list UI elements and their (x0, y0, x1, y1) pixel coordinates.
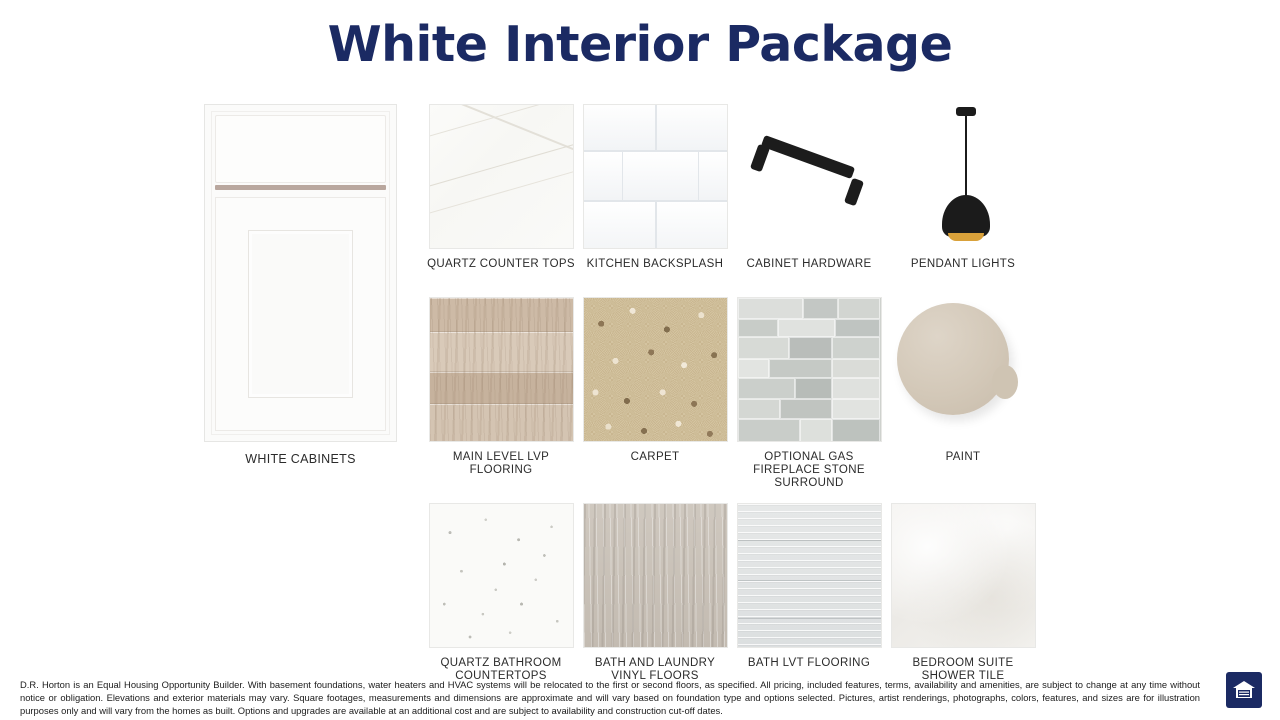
swatch-label: BATH AND LAUNDRY VINYL FLOORS (594, 657, 716, 682)
carpet-swatch (583, 297, 728, 442)
stone-row (738, 419, 881, 442)
tile-piece (698, 151, 728, 201)
pull-bar (760, 135, 854, 179)
tile-piece (656, 104, 728, 151)
speckled-quartz-swatch (429, 503, 574, 648)
cabinet-drawer-front (215, 115, 386, 183)
lvt-seam (738, 580, 881, 581)
page-title: White Interior Package (327, 16, 953, 73)
cabinet-shaker-inset (248, 230, 353, 398)
tile-piece (583, 151, 624, 201)
stone-piece (789, 337, 832, 359)
paint-blob-icon (891, 297, 1036, 442)
swatch-label: MAIN LEVEL LVP FLOORING (452, 451, 550, 476)
swatch-label: QUARTZ BATHROOM COUNTERTOPS (440, 657, 562, 682)
vinyl-grain-texture (584, 504, 727, 647)
tile-piece (583, 104, 656, 151)
pendant-light-icon (891, 104, 1036, 249)
swatch-label: CABINET HARDWARE (746, 258, 872, 270)
paint-color-blob (897, 303, 1009, 415)
lvt-seam (738, 540, 881, 541)
swatch-label: PAINT (945, 451, 981, 463)
swatch-label: CARPET (630, 451, 680, 463)
stone-piece (738, 359, 769, 378)
lvt-line-texture (738, 504, 881, 647)
stone-piece (738, 319, 778, 337)
white-shower-tile-swatch (891, 503, 1036, 648)
stone-piece (738, 399, 781, 419)
wood-plank-swatch (429, 297, 574, 442)
stone-piece (738, 298, 804, 319)
swatch-label: PENDANT LIGHTS (910, 258, 1016, 270)
quartz-slab-swatch (429, 104, 574, 249)
stone-piece (800, 419, 831, 442)
grey-lvt-swatch (737, 503, 882, 648)
disclaimer-text: D.R. Horton is an Equal Housing Opportunity Builder. With basement foundations, water heaters and HVAC systems will be relocated to the first or second floors, as specified. All pricing, included features, terms, availability and amenities, are subject to change at any time without notice or obligation. Elevations and exterior materials may vary. Square footages, measurements and dimensions are approximate and will vary based on foundation type and options selected. Pictures, artist renderings, photographs, colors, features, and sizes are for illustration purposes only and will vary from the homes as built. Options and upgrades are available at an additional cost and are subject to availability and construction cut-off dates. (20, 679, 1200, 717)
cabinet-door-image (204, 104, 397, 442)
stone-row (738, 399, 881, 419)
stone-row (738, 337, 881, 359)
stone-piece (835, 319, 881, 337)
white-cabinets-item (204, 104, 397, 466)
swatch-label: QUARTZ COUNTER TOPS (427, 258, 575, 270)
stone-piece (832, 359, 881, 378)
pendant-shade (942, 195, 990, 237)
swatch-cell-paint (886, 297, 1040, 490)
pendant-cord (965, 115, 967, 199)
swatch-label: KITCHEN BACKSPLASH (586, 258, 724, 270)
stone-piece (832, 337, 881, 359)
swatch-cell-bedroom-suite-shower-tile (886, 503, 1040, 683)
tile-piece (656, 201, 728, 249)
stone-row (738, 298, 881, 319)
swatch-cell-carpet (578, 297, 732, 490)
equal-housing-opportunity-logo (1226, 672, 1262, 708)
stone-piece (832, 419, 881, 442)
subway-tile-swatch (583, 104, 728, 249)
swatch-label: OPTIONAL GAS FIREPLACE STONE SURROUND (753, 451, 865, 489)
stone-piece (780, 399, 831, 419)
stone-piece (769, 359, 832, 378)
grey-wood-vinyl-swatch (583, 503, 728, 648)
swatch-cell-pendant-lights (886, 104, 1040, 284)
swatch-cell-cabinet-hardware (732, 104, 886, 284)
stacked-stone-swatch (737, 297, 882, 442)
swatch-cell-stone-surround (732, 297, 886, 490)
stone-piece (738, 378, 795, 399)
swatch-label: BATH LVT FLOORING (747, 657, 871, 669)
swatch-cell-bath-lvt-flooring (732, 503, 886, 683)
swatch-row (424, 297, 1040, 490)
carpet-texture (584, 298, 727, 441)
stone-piece (778, 319, 835, 337)
stone-piece (838, 298, 881, 319)
shower-tile-texture (892, 504, 1035, 647)
tile-piece (583, 201, 656, 249)
white-cabinets-label: WHITE CABINETS (245, 452, 356, 466)
stone-piece (795, 378, 832, 399)
stone-piece (738, 337, 789, 359)
stone-piece (832, 378, 881, 399)
swatch-cell-main-level-lvp-flooring (424, 297, 578, 490)
tile-piece (622, 151, 700, 201)
swatch-row (424, 503, 1040, 683)
swatch-cell-quartz-counter-tops (424, 104, 578, 284)
stone-row (738, 378, 881, 399)
swatch-label: BEDROOM SUITE SHOWER TILE (912, 657, 1014, 682)
swatch-row (424, 104, 1040, 284)
wood-grain-texture (430, 298, 573, 441)
quartz-speckle-texture (430, 504, 573, 647)
stone-piece (738, 419, 801, 442)
stone-piece (832, 399, 881, 419)
swatch-cell-quartz-bathroom-countertops (424, 503, 578, 683)
stone-piece (803, 298, 837, 319)
material-swatch-grid (424, 104, 1040, 683)
stone-row (738, 359, 881, 378)
stone-row (738, 319, 881, 337)
swatch-cell-kitchen-backsplash (578, 104, 732, 284)
cabinet-reveal-shadow (215, 185, 386, 190)
lvt-seam (738, 618, 881, 619)
black-bar-pull-icon (737, 104, 882, 249)
swatch-cell-bath-and-laundry-vinyl-floors (578, 503, 732, 683)
pull-post-right (843, 178, 863, 207)
cabinet-door-panel (215, 197, 386, 431)
